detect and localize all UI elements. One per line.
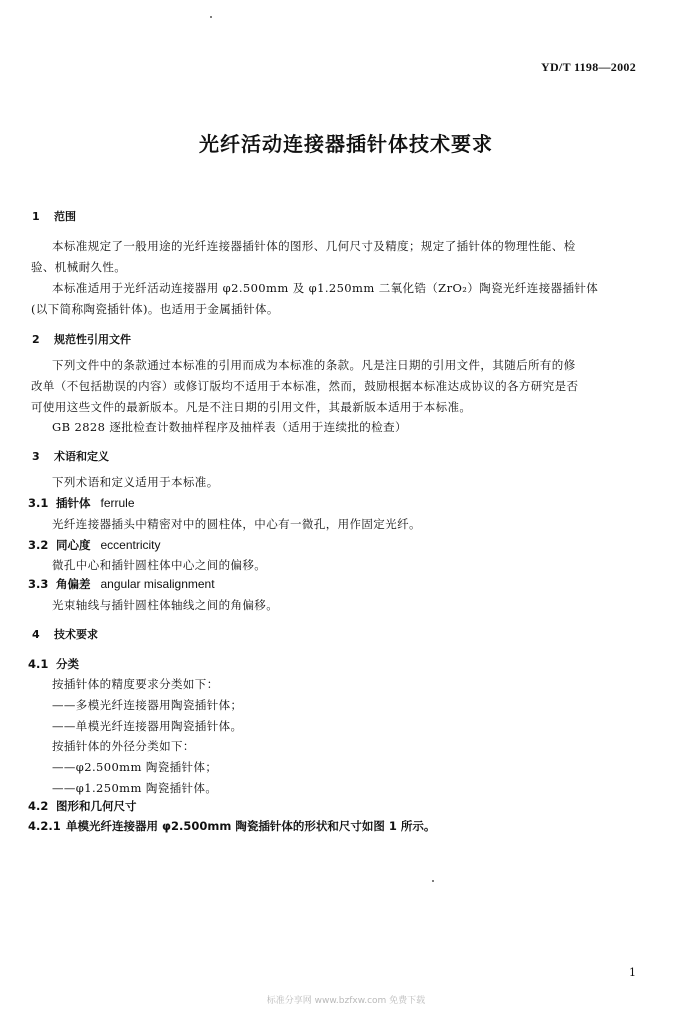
- paragraph-line: 下列文件中的条款通过本标准的引用而成为本标准的条款。凡是注日期的引用文件，其随后所有的修: [52, 358, 576, 372]
- subsection-4-2-heading: [28, 798, 147, 814]
- section-title: 范围: [54, 210, 76, 223]
- subsection-4-1-heading: [28, 656, 89, 672]
- document-title: 光纤活动连接器插针体技术要求: [199, 132, 493, 156]
- term-english: eccentricity: [100, 538, 161, 552]
- section-number: 4: [32, 628, 40, 641]
- paragraph-line: (以下简称陶瓷插针体)。也适用于金属插针体。: [31, 302, 279, 316]
- section-1-heading: [32, 208, 76, 224]
- term-number: 3.3: [28, 577, 49, 591]
- term-chinese: 角偏差: [56, 577, 91, 591]
- section-3-heading: [32, 448, 109, 464]
- term-number: 3.2: [28, 538, 49, 552]
- section-number: 3: [32, 450, 40, 463]
- paragraph-line: 改单（不包括勘误的内容）或修订版均不适用于本标准，然而，鼓励根据本标准达成协议的各方研究是否: [31, 379, 579, 393]
- subsection-title: 图形和几何尺寸: [56, 799, 137, 813]
- section-4-heading: [32, 626, 98, 642]
- list-item: ——单模光纤连接器用陶瓷插针体。: [52, 719, 243, 733]
- paragraph-line: 本标准规定了一般用途的光纤连接器插针体的图形、几何尺寸及精度；规定了插针体的物理性能、检: [52, 239, 576, 253]
- term-definition: 微孔中心和插针圆柱体中心之间的偏移。: [52, 558, 267, 572]
- list-item: ——多模光纤连接器用陶瓷插针体；: [52, 698, 243, 712]
- page-number: 1: [629, 966, 636, 979]
- section-title: 术语和定义: [54, 450, 109, 463]
- term-definition: 光束轴线与插针圆柱体轴线之间的角偏移。: [52, 598, 279, 612]
- clause-4-2-1: [28, 818, 435, 834]
- clause-number: 4.2.1: [28, 819, 61, 833]
- list-item: ——φ1.250mm 陶瓷插针体。: [52, 781, 218, 795]
- section-number: 1: [32, 210, 40, 223]
- scan-speck: [432, 880, 434, 882]
- term-definition: 光纤连接器插头中精密对中的圆柱体，中心有一微孔，用作固定光纤。: [52, 517, 421, 531]
- section-number: 2: [32, 333, 40, 346]
- term-chinese: 插针体: [56, 496, 91, 510]
- subsection-number: 4.1: [28, 657, 49, 671]
- term-number: 3.1: [28, 496, 49, 510]
- paragraph-line: 可使用这些文件的最新版本。凡是不注日期的引用文件，其最新版本适用于本标准。: [31, 400, 472, 414]
- subsection-title: 分类: [56, 657, 79, 671]
- list-item: ——φ2.500mm 陶瓷插针体；: [52, 760, 218, 774]
- paragraph-line: 本标准适用于光纤活动连接器用 φ2.500mm 及 φ1.250mm 二氧化锆（ZrO₂）陶瓷光纤连接器插针体: [52, 281, 599, 295]
- term-3-2: [28, 537, 161, 553]
- scan-speck: [210, 16, 212, 18]
- clause-text: 单模光纤连接器用 φ2.500mm 陶瓷插针体的形状和尺寸如图 1 所示。: [66, 819, 436, 833]
- paragraph-line: 按插针体的精度要求分类如下：: [52, 677, 219, 691]
- section-title: 规范性引用文件: [54, 333, 131, 346]
- term-english: ferrule: [100, 496, 135, 510]
- footer-watermark: 标准分享网 www.bzfxw.com 免费下载: [266, 996, 426, 1006]
- paragraph-line: 按插针体的外径分类如下：: [52, 739, 195, 753]
- paragraph-line: 验、机械耐久性。: [31, 260, 127, 274]
- subsection-number: 4.2: [28, 799, 49, 813]
- term-3-3: [28, 576, 215, 592]
- section-title: 技术要求: [54, 628, 98, 641]
- paragraph-line: 下列术语和定义适用于本标准。: [52, 475, 219, 489]
- term-english: angular misalignment: [100, 577, 215, 591]
- term-3-1: [28, 495, 135, 511]
- section-2-heading: [32, 331, 131, 347]
- standard-code: YD/T 1198—2002: [541, 60, 636, 74]
- term-chinese: 同心度: [56, 538, 91, 552]
- normative-reference: GB 2828 逐批检查计数抽样程序及抽样表（适用于连续批的检查）: [52, 420, 407, 434]
